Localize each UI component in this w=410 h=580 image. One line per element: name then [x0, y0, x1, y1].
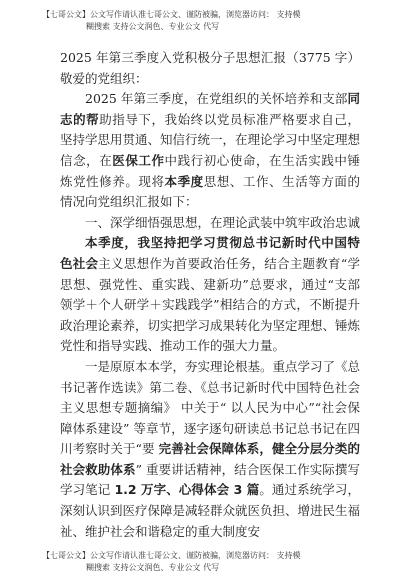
greeting: 敬爱的党组织： [60, 70, 148, 86]
section-heading-1: 一、深学细悟强思想，在理论武装中筑牢政治忠诚 [85, 214, 361, 230]
banner-top-line1: 【七哥公文】公文写作请认准七哥公文、谨防被骗，浏览器访问： 支持模 [42, 10, 301, 19]
paragraph-study: 本季度，我坚持把学习贯彻总书记新时代中国特色社会主义思想作为首要政治任务，结合主题教育“学思想、强党性、重实践、建新功”总要求，通过“支部领学＋个人研学＋实践践学”相结合的方式，不断提升政治理论素养，切实把学习成果转化为坚定理想、锤炼党性和指导实践、推动工作的强大力量。 [60, 235, 361, 354]
banner-bottom-line1: 【七哥公文】公文写作请认准七哥公文、谨防被骗，浏览器访问： 支持模 [42, 551, 301, 560]
banner-bottom-line2: 糊搜索 支持公文润色、专业公文 代写 [86, 563, 220, 572]
banner-top-line2: 糊搜索 支持公文润色、专业公文 代写 [86, 22, 220, 31]
document-title: 2025 年第三季度入党积极分子思想汇报（3775 字） 敬爱的党组织： [60, 50, 360, 86]
paragraph-intro: 2025 年第三季度，在党组织的关怀培养和支部同志的帮助指导下，我始终以党员标准严格要求自己，坚持学思用贯通、知信行统一，在理论学习中坚定理想信念，在医保工作中践行初心使命，在生活实践中锤炼党性修养。现将本季度思想、工作、生活等方面的情况向党组织汇报如下： [60, 91, 361, 210]
watermark-banner-top [42, 9, 382, 33]
watermark-banner-bottom [42, 550, 382, 574]
paragraph-reading: 一是原原本本学，夯实理论根基。重点学习了《总书记著作选读》第二卷、《总书记新时代中国特色社会主义思想专题摘编》 中关于“ 以人民为中心”“社会保障体系建设” 等章节，逐字逐句研读总书记总书记在四川考察时关于“要 完善社会保障体系，健全分层分类的社会救助体系” 重要讲话精神，结合医保工作实际撰写学习笔记 1.2 万字、心得体会 3 篇。通过系统学习，深刻认识到医疗保障是减轻群众就医负担、增进民生福祉、维护社会和谐稳定的重大制度安 [60, 358, 361, 539]
document-body [60, 48, 360, 542]
